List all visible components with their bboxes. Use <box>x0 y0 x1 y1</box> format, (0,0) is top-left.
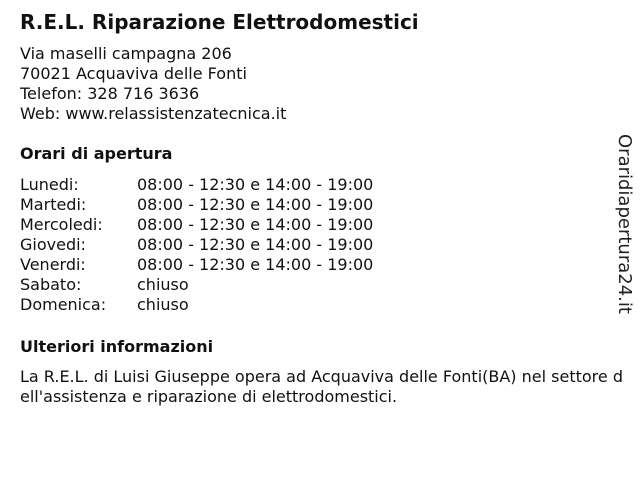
address-street: Via maselli campagna 206 <box>20 44 232 63</box>
time-value: 08:00 - 12:30 e 14:00 - 19:00 <box>137 195 374 214</box>
time-value: 08:00 - 12:30 e 14:00 - 19:00 <box>137 175 374 194</box>
hours-row-saturday <box>20 275 630 295</box>
business-card <box>20 9 630 407</box>
address-city: 70021 Acquaviva delle Fonti <box>20 64 247 83</box>
time-value: chiuso <box>137 275 189 294</box>
day-label: Domenica: <box>20 295 107 314</box>
info-description: La R.E.L. di Luisi Giuseppe opera ad Acquaviva delle Fonti(BA) nel settore dell'assistenza e riparazione di elettrodomestici. <box>20 367 623 406</box>
website: Web: www.relassistenzatecnica.it <box>20 104 287 123</box>
day-label: Venerdi: <box>20 255 86 274</box>
time-value: 08:00 - 12:30 e 14:00 - 19:00 <box>137 255 374 274</box>
hours-row-tuesday <box>20 195 630 215</box>
info-heading: Ulteriori informazioni <box>20 337 214 356</box>
time-value: 08:00 - 12:30 e 14:00 - 19:00 <box>137 215 374 234</box>
hours-heading: Orari di apertura <box>20 144 173 163</box>
phone-number: Telefon: 328 716 3636 <box>20 84 200 103</box>
hours-row-monday <box>20 175 630 195</box>
site-watermark: Oraridiapertura24.it <box>614 134 635 314</box>
business-name: R.E.L. Riparazione Elettrodomestici <box>20 10 419 34</box>
time-value: 08:00 - 12:30 e 14:00 - 19:00 <box>137 235 374 254</box>
day-label: Mercoledi: <box>20 215 103 234</box>
day-label: Martedi: <box>20 195 87 214</box>
hours-row-friday <box>20 255 630 275</box>
hours-table <box>20 175 630 315</box>
time-value: chiuso <box>137 295 189 314</box>
hours-row-wednesday <box>20 215 630 235</box>
hours-row-thursday <box>20 235 630 255</box>
address-block <box>20 44 630 124</box>
day-label: Lunedi: <box>20 175 79 194</box>
day-label: Sabato: <box>20 275 82 294</box>
day-label: Giovedi: <box>20 235 86 254</box>
hours-row-sunday <box>20 295 630 315</box>
